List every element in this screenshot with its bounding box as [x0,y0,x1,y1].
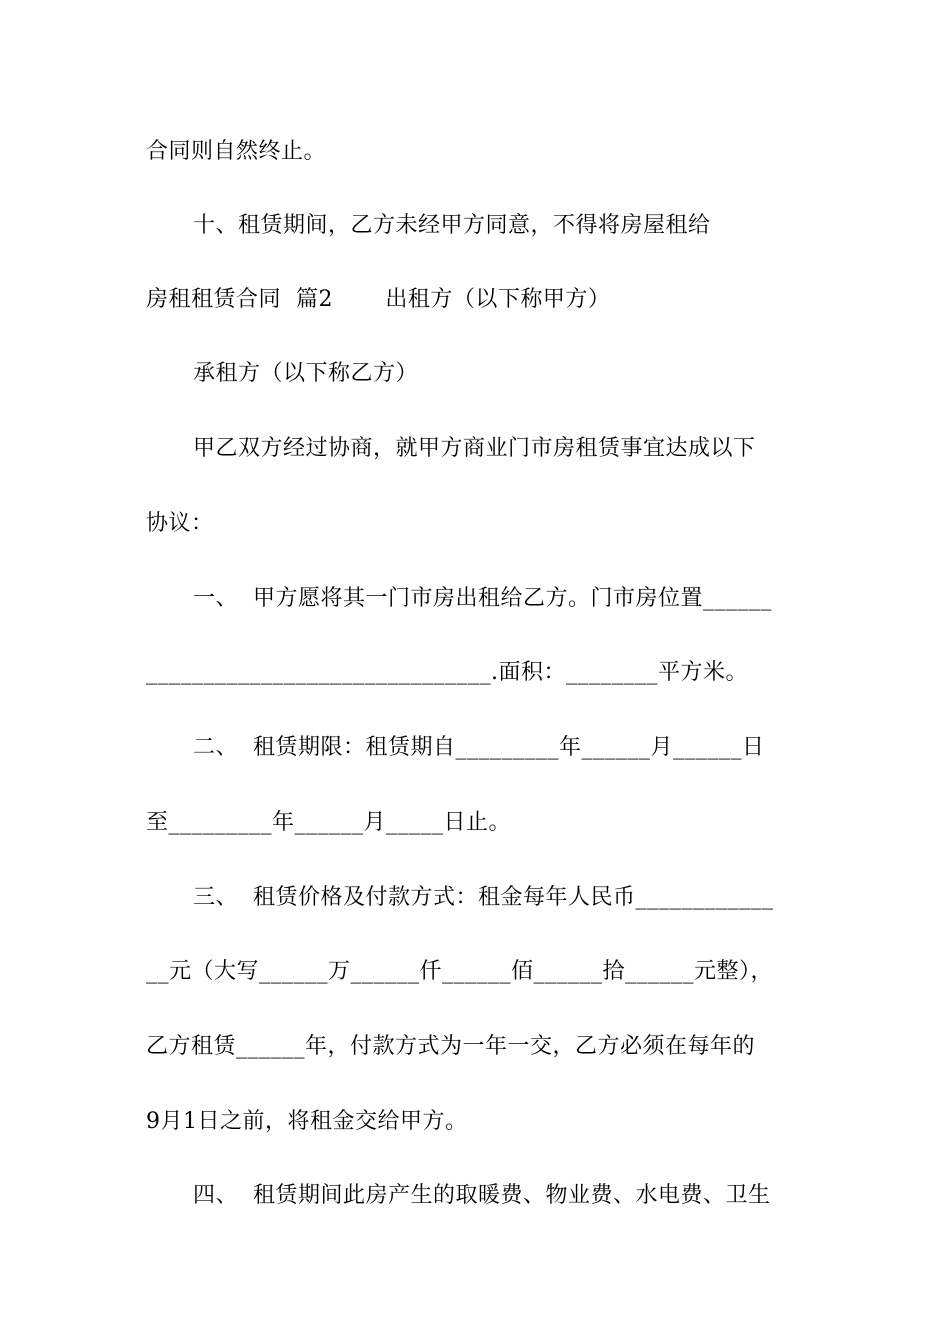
paragraph-line: 三、 租赁价格及付款方式：租金每年人民币____________ [193,885,774,910]
paragraph-line: __元（大写______万______仟______佰______拾______元整）， [146,959,774,984]
paragraph-line: 甲乙双方经过协商，就甲方商业门市房租赁事宜达成以下 [193,436,756,461]
paragraph-line: 至_________年______月_____日止。 [146,810,512,835]
paragraph-line: 一、 甲方愿将其一门市房出租给乙方。门市房位置______ [193,586,772,611]
paragraph-line: 合同则自然终止。 [146,139,327,164]
paragraph-line: 协议： [146,511,214,536]
section-heading-line: 房租租赁合同 篇2 出租方（以下称甲方） [146,287,611,312]
paragraph-line: 9月1日之前，将租金交给甲方。 [146,1109,468,1134]
paragraph-line: 四、 租赁期间此房产生的取暖费、物业费、水电费、卫生 [193,1183,771,1208]
paragraph-line: 十、租赁期间，乙方未经甲方同意，不得将房屋租给 [193,213,711,238]
paragraph-line: 承租方（以下称乙方） [193,361,419,386]
paragraph-line: 乙方租赁______年，付款方式为一年一交，乙方必须在每年的 [146,1034,756,1059]
paragraph-line: ______________________________.面积：________平方米。 [146,660,748,685]
paragraph-line: 二、 租赁期限：租赁期自_________年______月______日 [193,735,765,760]
